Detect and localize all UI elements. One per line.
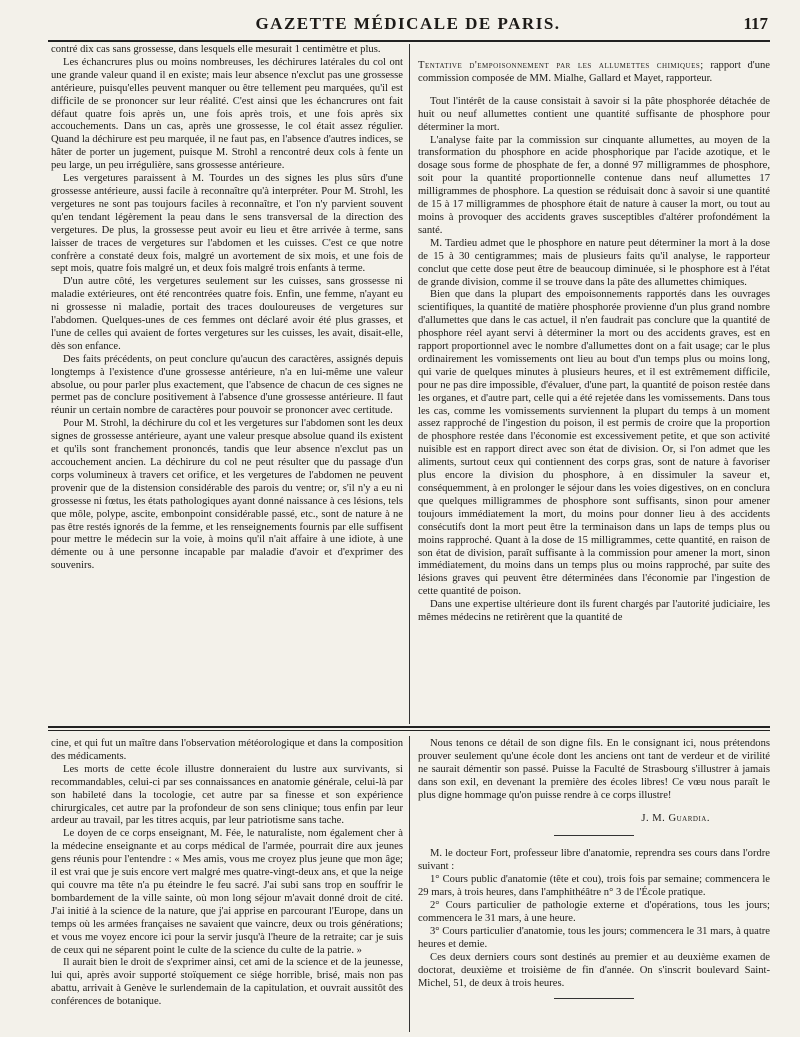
announcement-intro: M. le docteur Fort, professeur libre d'anatomie, reprendra ses cours dans l'ordre suivant : bbox=[418, 848, 770, 873]
column-divider-bottom bbox=[409, 736, 410, 1032]
section-separator-thin bbox=[48, 730, 770, 731]
paragraph: Le doyen de ce corps enseignant, M. Fée, le naturaliste, nom également cher à la médecine enseignante et au corps médical de l'armée, pourrait dire aux jeunes gens réunis pour l'entendre : « Mes amis, vous me croyez plus jeune que mon âge; il est vrai que je suis encore vert malgré mes quatre-vingt-deux ans, et que la neige qui couvre ma tête n'a pu éteindre le feu sacré. J'ai subi sans trop en souffrir le bombardement de la ville sainte, où mon long séjour m'avait donné droit de cité. J'ai initié à la science de la nature, que j'ai apprise en parcourant l'Europe, dans un temps où les armées françaises ne savaient que vaincre, deux ou trois générations; et vous me voyez encore ici pour la servir jusqu'à l'heure de la retraite; car je suis de ceux qui ne séparent point le culte de la science du culte de la patrie. » bbox=[51, 828, 403, 956]
column-divider-top bbox=[409, 44, 410, 724]
running-title: GAZETTE MÉDICALE DE PARIS. bbox=[255, 14, 561, 33]
page-number: 117 bbox=[743, 14, 768, 33]
paragraph: contré dix cas sans grossesse, dans lesquels elle mesurait 1 centimètre et plus. bbox=[51, 44, 381, 55]
section-title-heading: Tentative d'empoisonnement par les allumettes chimiques; bbox=[418, 60, 704, 71]
paragraph: D'un autre côté, les vergetures seulement sur les cuisses, sans grossesse ni maladie extérieures, ont été rencontrées quatre fois. Enfin, une femme, n'ayant eu ni grossesse ni maladie, portait des traces douloureuses de vergetures sur l'abdomen. Quelques-unes de ces femmes ont déclaré avoir été plus grasses, et l'une de celles qui avaient de fortes vergetures sur les cuisses, les avait, disait-elle, dès son enfance. bbox=[51, 276, 403, 352]
paragraph: Bien que dans la plupart des empoisonnements rapportés dans les ouvrages scientifiques, la quantité de matière phosphorée provienne d'un plus grand nombre d'allumettes que dans le cas actuel, il n'en faudrait pas conclure que la quantité de phosphore réel ayant servi à déterminer la mort ou des accidents graves, est en rapport proportionnel avec le nombre d'allumettes dont on a fait usage; car le plus ordinairement les vomissements ont lieu au bout d'un temps plus ou moins long, qui varie de quelques minutes à plusieurs heures, et il est extrêmement difficile, pour ne pas dire impossible, d'évaluer, d'une part, la quantité de poison restée dans les organes, et d'autre part, celle qui a été rejetée dans les vomissements. Dans tous les cas, comme les vomissements surviennent la plupart du temps à un moment assez rapproché de l'ingestion du poison, il est permis de croire que la proportion de phosphore restée dans l'économie est excessivement petite, et que son activité nuisible est en rapport direct avec son état de division. Or, si l'on admet que les aliments, surtout ceux qui contiennent des corps gras, sont de nature à favoriser plus encore la division du phosphore, à en dissimuler la saveur et, conséquemment, à en prolonger le séjour dans les voies digestives, on en conclura que quelques milligrammes de phosphore sont suffisants, sinon pour amener toujours immédiatement la mort, du moins pour donner lieu à des accidents consécutifs dont la mort peut être la terminaison dans un laps de temps plus ou moins rapproché. Quant à la dose de 15 milligrammes, cette quantité, en raison de son état de division, paraît suffisante à la commission pour amener la mort, sinon immédiatement, du moins dans un temps plus ou moins rapproché, par suite des lésions graves qui peuvent être déterminées dans l'économie par l'ingestion de cette quantité de poison. bbox=[418, 289, 770, 598]
header-rule bbox=[48, 40, 770, 42]
paragraph: Les échancrures plus ou moins nombreuses, les déchirures latérales du col ont une grande valeur quand il en existe; mais leur absence n'exclut pas une grossesse antérieure, puisqu'elles peuvent manquer ou être tellement peu marquées, qu'il est difficile de se prononcer sur leur réalité. C'est ainsi que les échancrures ont fait défaut quatre fois après un, une fois après trois, et une fois après six accouchements. Dans un cas, après une grossesse, le col était assez régulier. Quand la déchirure est peu marquée, il ne faut pas, en l'absence d'autres indices, se hâter de porter un jugement, puisque M. Strohl a rencontré deux cols à fente un peu large, un peu irrégulière, sans grossesse antérieure. bbox=[51, 56, 403, 172]
section-title-subtitle: rapport d'une commission composée de MM. Mialhe, Gallard et Mayet, rapporteur. bbox=[418, 60, 770, 84]
paragraph: Pour M. Strohl, la déchirure du col et les vergetures sur l'abdomen sont les deux signes de grossesse antérieure, ayant une valeur presque absolue quand ils existent et qu'ils sont franchement prononcés, tandis que leur absence n'exclut pas un accouchement ancien. La déchirure du col ne peut résulter que du passage d'un corps volumineux à travers cet orifice, et les vergetures de l'abdomen ne peuvent provenir que de la distension considérable des parois du ventre; or, s'il n'y a eu ni grossesse ni fœtus, les états pathologiques ayant donné naissance à ces lésions, tels que môle, polype, ascite, embonpoint considérable passé, etc., sont de nature à ne pas être restés ignorés de la femme, et les renseignements fournis par elle suffisent pour mettre le médecin sur la voie, à moins qu'il n'ait affaire à une idiote, à une démente ou à une personne incapable par maladie d'avoir et d'exprimer des souvenirs. bbox=[51, 418, 403, 572]
short-rule bbox=[554, 998, 634, 999]
author-signature: J. M. Guardia. bbox=[641, 812, 710, 824]
paragraph: Dans une expertise ultérieure dont ils furent chargés par l'autorité judiciaire, les mêmes médecins ne retirèrent que la quantité de bbox=[418, 599, 770, 624]
announcement-closing: Ces deux derniers cours sont destinés au premier et au deuxième examen de doctorat, deuxième et troisième de fin d'année. On s'inscrit boulevard Saint-Michel, 51, de deux à trois heures. bbox=[418, 951, 770, 989]
paragraph: M. Tardieu admet que le phosphore en nature peut déterminer la mort à la dose de 15 à 30 centigrammes; mais de plusieurs faits qu'il analyse, le rapporteur conclut que cette dose peut être de beaucoup diminuée, si le phosphore est à l'état de grande division, comme il se trouve dans la pâte des allumettes chimiques. bbox=[418, 237, 770, 288]
page-header bbox=[48, 14, 768, 38]
section-title bbox=[418, 60, 770, 86]
paragraph: cine, et qui fut un maître dans l'observation météorologique et dans la composition des médicaments. bbox=[51, 738, 403, 762]
paragraph: Des faits précédents, on peut conclure qu'aucun des caractères, assignés depuis longtemps à l'existence d'une grossesse antérieure, n'a en lui-même une valeur absolue, ou pour parler plus exactement, que l'absence de chacun de ces signes ne permet pas de conclure positivement à l'absence d'une grossesse antérieure. Il faut réunir un certain nombre de caractères pour pouvoir se prononcer avec certitude. bbox=[51, 353, 403, 417]
course-item: 1° Cours public d'anatomie (tête et cou), trois fois par semaine; commencera le 29 mars, à trois heures, dans l'amphithéâtre n° 3 de l'École pratique. bbox=[418, 874, 770, 899]
paragraph: Les morts de cette école illustre donneraient du lustre aux survivants, si recommandables, celui-ci par ses connaissances en anatomie générale, celui-là par son habileté dans la tocologie, cet autre par sa finesse et son expérience chirurgicales, cet autre par la profondeur de son sens clinique; tous enfin par leur ardeur au travail, par les titres acquis, par leur patriotisme sans tache. bbox=[51, 763, 403, 827]
section-separator bbox=[48, 726, 770, 728]
paragraph: Nous tenons ce détail de son digne fils. En le consignant ici, nous prétendons prouver seulement qu'une école dont les anciens ont tant de verdeur et de virilité ne saurait démentir son passé. Puisse la Faculté de Strasbourg s'illustrer à jamais dans son exil, en devenant la première des écoles libres! Ce vœu nous paraît le plus digne hommage qu'on puisse rendre à ce corps illustre! bbox=[418, 738, 770, 801]
course-item: 3° Cours particulier d'anatomie, tous les jours; commencera le 31 mars, à quatre heures et demie. bbox=[418, 925, 770, 950]
paragraph: Tout l'intérêt de la cause consistait à savoir si la pâte phosphorée détachée de huit ou neuf allumettes contient une quantité suffisante de phosphore pour déterminer la mort. bbox=[418, 95, 770, 133]
short-rule bbox=[554, 835, 634, 836]
column-bottom-left bbox=[51, 738, 403, 1032]
column-bottom-right bbox=[418, 738, 770, 1032]
course-item: 2° Cours particulier de pathologie externe et d'opérations, tous les jours; commencera le 31 mars, à une heure. bbox=[418, 900, 770, 924]
column-top-left bbox=[51, 44, 403, 724]
column-top-right bbox=[418, 60, 770, 724]
paragraph: L'analyse faite par la commission sur cinquante allumettes, au moyen de la transformation du phosphore en acide phosphorique par l'acide azotique, et le dosage sous forme de phosphate de fer, a donné 97 milligrammes de phosphore, soit pour la quantité proportionnelle contenue dans neuf allumettes 17 milligrammes de phosphore. La question se réduisait donc à savoir si une quantité de 15 à 17 milligrammes de phosphore était de nature à causer la mort, ou tout au moins à provoquer des accidents graves susceptibles d'altérer profondément la santé. bbox=[418, 134, 770, 236]
paragraph: Il aurait bien le droit de s'exprimer ainsi, cet ami de la science et de la jeunesse, lui qui, après avoir supporté stoïquement ce siége horrible, brisé, mais non pas abattu, arrivait à Genève le surlendemain de la capitulation, et ouvrait aussitôt des conférences de botanique. bbox=[51, 957, 403, 1008]
paragraph: Les vergetures paraissent à M. Tourdes un des signes les plus sûrs d'une grossesse antérieure, aussi facile à reconnaître qu'à interpréter. Pour M. Strohl, les vergetures ne sont pas toujours faciles à reconnaître, et l'on n'y parvient souvent qu'en tendant légèrement la peau dans le sens transversal de la direction des vergetures. De plus, la grossesse peut avoir eu lieu et être arrivée à terme, sans laisser de traces de vergetures sur l'abdomen et les cuisses. C'est ce que notre confrère a constaté deux fois, malgré un avortement de six mois, et une fois de sept mois, quatre fois malgré un, et deux fois malgré trois enfants à terme. bbox=[51, 173, 403, 275]
